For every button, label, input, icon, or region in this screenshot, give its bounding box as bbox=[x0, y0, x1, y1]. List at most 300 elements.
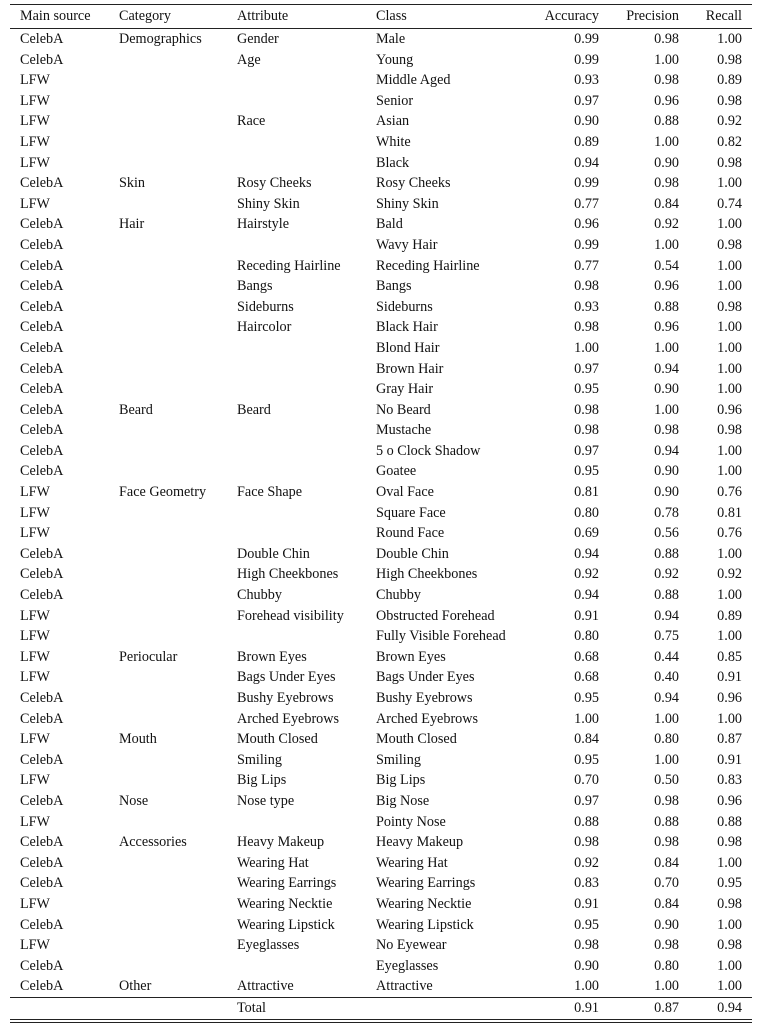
cell-recall: 1.00 bbox=[717, 278, 742, 295]
cell-attribute: Race bbox=[237, 113, 266, 130]
cell-attribute: Age bbox=[237, 51, 261, 68]
cell-attribute: Mouth Closed bbox=[237, 731, 318, 748]
cell-category bbox=[109, 359, 227, 380]
cell-attribute: Attractive bbox=[237, 978, 294, 995]
table-row bbox=[10, 111, 752, 132]
table-row bbox=[10, 441, 752, 462]
table-row bbox=[10, 832, 752, 853]
cell-recall: 0.98 bbox=[717, 236, 742, 253]
table-row bbox=[10, 400, 752, 421]
table-row bbox=[10, 503, 752, 524]
cell-class: Goatee bbox=[376, 463, 417, 480]
cell-recall: 1.00 bbox=[717, 257, 742, 274]
table-row bbox=[10, 729, 752, 750]
cell-attribute bbox=[227, 153, 366, 174]
header-class: Class bbox=[366, 5, 528, 29]
cell-accuracy: 0.93 bbox=[574, 298, 599, 315]
cell-accuracy: 0.98 bbox=[574, 278, 599, 295]
cell-category bbox=[109, 420, 227, 441]
cell-accuracy: 0.77 bbox=[574, 195, 599, 212]
cell-precision: 0.96 bbox=[654, 92, 679, 109]
cell-attribute: Double Chin bbox=[237, 545, 310, 562]
cell-category bbox=[109, 461, 227, 482]
cell-main-source: CelebA bbox=[20, 751, 64, 768]
cell-recall: 0.92 bbox=[717, 113, 742, 130]
cell-recall: 0.91 bbox=[717, 669, 742, 686]
cell-main-source: CelebA bbox=[20, 31, 64, 47]
table-row bbox=[10, 976, 752, 997]
cell-attribute: Wearing Lipstick bbox=[237, 916, 335, 933]
cell-attribute bbox=[227, 441, 366, 462]
cell-main-source: LFW bbox=[20, 92, 50, 109]
cell-class: Eyeglasses bbox=[376, 957, 439, 974]
cell-precision: 0.78 bbox=[654, 504, 679, 521]
cell-category bbox=[109, 667, 227, 688]
cell-main-source: CelebA bbox=[20, 710, 64, 727]
cell-precision: 0.98 bbox=[654, 31, 679, 47]
cell-category: Accessories bbox=[119, 834, 187, 851]
cell-recall: 0.98 bbox=[717, 298, 742, 315]
cell-attribute bbox=[227, 812, 366, 833]
header-recall: Recall bbox=[689, 5, 752, 29]
cell-class: Bags Under Eyes bbox=[376, 669, 475, 686]
cell-main-source: CelebA bbox=[20, 175, 64, 192]
cell-class: Asian bbox=[376, 113, 410, 130]
bottom-rule bbox=[10, 1022, 752, 1023]
cell-main-source: CelebA bbox=[20, 257, 64, 274]
cell-accuracy: 0.94 bbox=[574, 587, 599, 604]
cell-main-source: CelebA bbox=[20, 545, 64, 562]
cell-category bbox=[109, 256, 227, 277]
cell-category bbox=[109, 338, 227, 359]
cell-accuracy: 0.91 bbox=[574, 895, 599, 912]
cell-precision: 0.88 bbox=[654, 113, 679, 130]
cell-accuracy: 0.95 bbox=[574, 463, 599, 480]
cell-main-source: CelebA bbox=[20, 566, 64, 583]
cell-attribute bbox=[227, 956, 366, 977]
cell-category bbox=[109, 626, 227, 647]
cell-precision: 0.92 bbox=[654, 216, 679, 233]
cell-precision: 0.50 bbox=[654, 772, 679, 789]
cell-main-source: LFW bbox=[20, 195, 50, 212]
cell-attribute: Beard bbox=[237, 401, 271, 418]
cell-class: Fully Visible Forehead bbox=[376, 628, 506, 645]
cell-accuracy: 0.77 bbox=[574, 257, 599, 274]
cell-precision: 0.90 bbox=[654, 916, 679, 933]
cell-class: Rosy Cheeks bbox=[376, 175, 451, 192]
cell-attribute: Wearing Hat bbox=[237, 854, 309, 871]
cell-attribute: Bags Under Eyes bbox=[237, 669, 336, 686]
cell-category bbox=[109, 956, 227, 977]
table-row bbox=[10, 214, 752, 235]
cell-class: Wearing Necktie bbox=[376, 895, 472, 912]
cell-class: Big Lips bbox=[376, 772, 426, 789]
cell-accuracy: 0.80 bbox=[574, 628, 599, 645]
cell-accuracy: 0.96 bbox=[574, 216, 599, 233]
table-row bbox=[10, 379, 752, 400]
cell-precision: 0.92 bbox=[654, 566, 679, 583]
header-accuracy: Accuracy bbox=[528, 5, 609, 29]
cell-accuracy: 0.90 bbox=[574, 957, 599, 974]
cell-accuracy: 0.84 bbox=[574, 731, 599, 748]
cell-accuracy: 0.97 bbox=[574, 792, 599, 809]
cell-category bbox=[109, 688, 227, 709]
cell-category bbox=[109, 50, 227, 71]
table-row bbox=[10, 894, 752, 915]
cell-attribute bbox=[227, 523, 366, 544]
cell-class: White bbox=[376, 133, 411, 150]
cell-attribute: Gender bbox=[237, 31, 279, 47]
cell-accuracy: 0.99 bbox=[574, 236, 599, 253]
table-row bbox=[10, 688, 752, 709]
cell-recall: 0.96 bbox=[717, 401, 742, 418]
cell-recall: 0.89 bbox=[717, 72, 742, 89]
cell-category bbox=[109, 770, 227, 791]
table-row bbox=[10, 29, 752, 50]
cell-attribute bbox=[227, 461, 366, 482]
table-row bbox=[10, 873, 752, 894]
table-row bbox=[10, 523, 752, 544]
table-row bbox=[10, 482, 752, 503]
cell-accuracy: 0.98 bbox=[574, 937, 599, 954]
cell-category bbox=[109, 523, 227, 544]
cell-accuracy: 0.68 bbox=[574, 669, 599, 686]
cell-category bbox=[109, 709, 227, 730]
cell-precision: 0.84 bbox=[654, 195, 679, 212]
total-cell-empty-2 bbox=[109, 997, 227, 1019]
cell-recall: 0.98 bbox=[717, 895, 742, 912]
cell-precision: 0.98 bbox=[654, 422, 679, 439]
cell-attribute bbox=[227, 338, 366, 359]
cell-category: Other bbox=[119, 978, 152, 995]
cell-main-source: LFW bbox=[20, 484, 50, 501]
table-row bbox=[10, 667, 752, 688]
cell-main-source: LFW bbox=[20, 607, 50, 624]
cell-recall: 0.89 bbox=[717, 607, 742, 624]
cell-recall: 1.00 bbox=[717, 381, 742, 398]
cell-recall: 1.00 bbox=[717, 463, 742, 480]
cell-recall: 1.00 bbox=[717, 442, 742, 459]
cell-attribute: Nose type bbox=[237, 792, 295, 809]
table-row bbox=[10, 173, 752, 194]
cell-precision: 0.98 bbox=[654, 72, 679, 89]
header-category: Category bbox=[109, 5, 227, 29]
cell-attribute bbox=[227, 70, 366, 91]
cell-precision: 1.00 bbox=[654, 339, 679, 356]
cell-main-source: CelebA bbox=[20, 587, 64, 604]
cell-recall: 0.87 bbox=[717, 731, 742, 748]
total-precision: 0.87 bbox=[609, 997, 689, 1019]
cell-category bbox=[109, 750, 227, 771]
cell-class: Chubby bbox=[376, 587, 421, 604]
cell-main-source: CelebA bbox=[20, 401, 64, 418]
total-row bbox=[10, 997, 752, 1019]
cell-accuracy: 0.99 bbox=[574, 31, 599, 47]
cell-main-source: CelebA bbox=[20, 792, 64, 809]
table-row bbox=[10, 359, 752, 380]
results-table-container bbox=[10, 4, 752, 1023]
cell-recall: 1.00 bbox=[717, 175, 742, 192]
cell-accuracy: 0.97 bbox=[574, 442, 599, 459]
table-row bbox=[10, 853, 752, 874]
cell-main-source: LFW bbox=[20, 113, 50, 130]
header-precision: Precision bbox=[609, 5, 689, 29]
cell-recall: 1.00 bbox=[717, 360, 742, 377]
header-attribute: Attribute bbox=[227, 5, 366, 29]
table-row bbox=[10, 420, 752, 441]
cell-category: Mouth bbox=[119, 731, 157, 748]
cell-accuracy: 1.00 bbox=[574, 710, 599, 727]
table-body bbox=[10, 29, 752, 1020]
cell-recall: 0.91 bbox=[717, 751, 742, 768]
cell-accuracy: 0.95 bbox=[574, 690, 599, 706]
cell-recall: 0.98 bbox=[717, 834, 742, 851]
cell-accuracy: 0.93 bbox=[574, 72, 599, 89]
cell-accuracy: 0.98 bbox=[574, 319, 599, 336]
cell-precision: 0.94 bbox=[654, 360, 679, 377]
cell-attribute: Arched Eyebrows bbox=[237, 710, 340, 727]
cell-accuracy: 0.68 bbox=[574, 648, 599, 665]
cell-attribute: Wearing Earrings bbox=[237, 875, 337, 892]
cell-accuracy: 0.95 bbox=[574, 751, 599, 768]
cell-accuracy: 0.98 bbox=[574, 401, 599, 418]
attribute-results-table bbox=[10, 4, 752, 1020]
cell-recall: 0.98 bbox=[717, 92, 742, 109]
cell-main-source: CelebA bbox=[20, 916, 64, 933]
cell-accuracy: 0.90 bbox=[574, 113, 599, 130]
cell-recall: 0.98 bbox=[717, 937, 742, 954]
cell-class: Brown Hair bbox=[376, 360, 444, 377]
cell-main-source: CelebA bbox=[20, 834, 64, 851]
cell-attribute: Shiny Skin bbox=[237, 195, 300, 212]
table-row bbox=[10, 256, 752, 277]
cell-attribute bbox=[227, 91, 366, 112]
cell-class: Young bbox=[376, 51, 414, 68]
cell-precision: 0.88 bbox=[654, 587, 679, 604]
cell-recall: 0.83 bbox=[717, 772, 742, 789]
cell-main-source: CelebA bbox=[20, 978, 64, 995]
cell-class: Square Face bbox=[376, 504, 446, 521]
cell-recall: 1.00 bbox=[717, 916, 742, 933]
cell-precision: 0.80 bbox=[654, 731, 679, 748]
cell-category bbox=[109, 544, 227, 565]
cell-class: Mustache bbox=[376, 422, 432, 439]
total-cell-empty-1 bbox=[10, 997, 109, 1019]
cell-class: Brown Eyes bbox=[376, 648, 446, 665]
cell-precision: 0.88 bbox=[654, 545, 679, 562]
cell-precision: 0.84 bbox=[654, 854, 679, 871]
cell-recall: 1.00 bbox=[717, 545, 742, 562]
cell-attribute: Chubby bbox=[237, 587, 282, 604]
cell-main-source: LFW bbox=[20, 525, 50, 542]
table-row bbox=[10, 91, 752, 112]
cell-category: Beard bbox=[119, 401, 153, 418]
cell-main-source: CelebA bbox=[20, 854, 64, 871]
cell-precision: 0.88 bbox=[654, 298, 679, 315]
cell-main-source: LFW bbox=[20, 628, 50, 645]
cell-precision: 0.88 bbox=[654, 813, 679, 830]
cell-recall: 0.76 bbox=[717, 525, 742, 542]
cell-precision: 0.44 bbox=[654, 648, 679, 665]
cell-precision: 0.94 bbox=[654, 442, 679, 459]
cell-main-source: CelebA bbox=[20, 442, 64, 459]
cell-class: Round Face bbox=[376, 525, 445, 542]
cell-main-source: CelebA bbox=[20, 278, 64, 295]
cell-class: Mouth Closed bbox=[376, 731, 457, 748]
table-row bbox=[10, 194, 752, 215]
cell-main-source: LFW bbox=[20, 72, 50, 89]
cell-precision: 0.96 bbox=[654, 278, 679, 295]
cell-category bbox=[109, 317, 227, 338]
cell-main-source: LFW bbox=[20, 504, 50, 521]
cell-category bbox=[109, 111, 227, 132]
table-row bbox=[10, 338, 752, 359]
cell-accuracy: 0.69 bbox=[574, 525, 599, 542]
cell-class: Black bbox=[376, 154, 410, 171]
cell-attribute: Brown Eyes bbox=[237, 648, 307, 665]
table-row bbox=[10, 50, 752, 71]
cell-class: Wearing Hat bbox=[376, 854, 448, 871]
cell-accuracy: 0.97 bbox=[574, 360, 599, 377]
header-main-source: Main source bbox=[10, 5, 109, 29]
cell-precision: 0.90 bbox=[654, 463, 679, 480]
cell-attribute bbox=[227, 235, 366, 256]
cell-class: Shiny Skin bbox=[376, 195, 439, 212]
cell-precision: 0.90 bbox=[654, 154, 679, 171]
cell-recall: 0.98 bbox=[717, 51, 742, 68]
cell-attribute: Receding Hairline bbox=[237, 257, 341, 274]
total-label: Total bbox=[227, 997, 366, 1019]
cell-class: 5 o Clock Shadow bbox=[376, 442, 481, 459]
cell-main-source: LFW bbox=[20, 813, 50, 830]
cell-main-source: LFW bbox=[20, 648, 50, 665]
cell-attribute: Hairstyle bbox=[237, 216, 290, 233]
table-row bbox=[10, 276, 752, 297]
cell-class: High Cheekbones bbox=[376, 566, 478, 583]
cell-recall: 1.00 bbox=[717, 319, 742, 336]
cell-category bbox=[109, 297, 227, 318]
cell-class: Sideburns bbox=[376, 298, 433, 315]
cell-class: Smiling bbox=[376, 751, 421, 768]
cell-precision: 0.94 bbox=[654, 690, 679, 706]
cell-class: Senior bbox=[376, 92, 414, 109]
cell-class: Bushy Eyebrows bbox=[376, 690, 473, 706]
cell-category bbox=[109, 935, 227, 956]
cell-accuracy: 0.97 bbox=[574, 92, 599, 109]
cell-category bbox=[109, 276, 227, 297]
cell-precision: 0.94 bbox=[654, 607, 679, 624]
cell-precision: 0.54 bbox=[654, 257, 679, 274]
cell-class: Heavy Makeup bbox=[376, 834, 464, 851]
cell-accuracy: 0.70 bbox=[574, 772, 599, 789]
cell-accuracy: 1.00 bbox=[574, 978, 599, 995]
cell-attribute: Bushy Eyebrows bbox=[237, 690, 334, 706]
total-accuracy: 0.91 bbox=[528, 997, 609, 1019]
cell-category bbox=[109, 132, 227, 153]
cell-category: Periocular bbox=[119, 648, 178, 665]
table-row bbox=[10, 544, 752, 565]
table-row bbox=[10, 770, 752, 791]
cell-recall: 0.92 bbox=[717, 566, 742, 583]
cell-class: Black Hair bbox=[376, 319, 438, 336]
table-row bbox=[10, 935, 752, 956]
cell-class: Big Nose bbox=[376, 792, 430, 809]
cell-precision: 1.00 bbox=[654, 710, 679, 727]
cell-attribute bbox=[227, 503, 366, 524]
cell-attribute: Bangs bbox=[237, 278, 273, 295]
cell-class: No Eyewear bbox=[376, 937, 447, 954]
cell-accuracy: 0.80 bbox=[574, 504, 599, 521]
table-row bbox=[10, 153, 752, 174]
cell-category bbox=[109, 585, 227, 606]
cell-attribute: Heavy Makeup bbox=[237, 834, 325, 851]
cell-category: Skin bbox=[119, 175, 146, 192]
cell-precision: 0.90 bbox=[654, 484, 679, 501]
cell-class: Obstructed Forehead bbox=[376, 607, 495, 624]
cell-category bbox=[109, 873, 227, 894]
table-row bbox=[10, 956, 752, 977]
cell-category bbox=[109, 91, 227, 112]
cell-precision: 0.84 bbox=[654, 895, 679, 912]
table-row bbox=[10, 132, 752, 153]
cell-main-source: LFW bbox=[20, 154, 50, 171]
table-header-row bbox=[10, 5, 752, 29]
cell-recall: 1.00 bbox=[717, 628, 742, 645]
cell-category bbox=[109, 853, 227, 874]
cell-class: Male bbox=[376, 31, 406, 47]
cell-main-source: CelebA bbox=[20, 957, 64, 974]
cell-precision: 1.00 bbox=[654, 751, 679, 768]
cell-attribute: Big Lips bbox=[237, 772, 287, 789]
cell-category bbox=[109, 441, 227, 462]
table-row bbox=[10, 461, 752, 482]
cell-recall: 0.85 bbox=[717, 648, 742, 665]
cell-class: Bangs bbox=[376, 278, 412, 295]
cell-recall: 0.95 bbox=[717, 875, 742, 892]
cell-attribute bbox=[227, 359, 366, 380]
cell-class: Blond Hair bbox=[376, 339, 440, 356]
cell-accuracy: 0.83 bbox=[574, 875, 599, 892]
cell-category bbox=[109, 894, 227, 915]
cell-category: Demographics bbox=[119, 31, 202, 47]
cell-recall: 1.00 bbox=[717, 339, 742, 356]
table-row bbox=[10, 564, 752, 585]
cell-accuracy: 0.81 bbox=[574, 484, 599, 501]
cell-class: Attractive bbox=[376, 978, 433, 995]
table-row bbox=[10, 317, 752, 338]
cell-main-source: CelebA bbox=[20, 422, 64, 439]
table-row bbox=[10, 812, 752, 833]
cell-category bbox=[109, 70, 227, 91]
cell-accuracy: 0.99 bbox=[574, 51, 599, 68]
cell-class: Double Chin bbox=[376, 545, 449, 562]
cell-accuracy: 0.95 bbox=[574, 916, 599, 933]
cell-accuracy: 0.94 bbox=[574, 154, 599, 171]
cell-accuracy: 0.94 bbox=[574, 545, 599, 562]
cell-precision: 1.00 bbox=[654, 401, 679, 418]
table-row bbox=[10, 235, 752, 256]
cell-main-source: CelebA bbox=[20, 319, 64, 336]
cell-main-source: CelebA bbox=[20, 875, 64, 892]
cell-main-source: LFW bbox=[20, 133, 50, 150]
cell-main-source: CelebA bbox=[20, 339, 64, 356]
cell-main-source: CelebA bbox=[20, 381, 64, 398]
cell-accuracy: 0.99 bbox=[574, 175, 599, 192]
cell-class: Middle Aged bbox=[376, 72, 451, 89]
cell-recall: 1.00 bbox=[717, 587, 742, 604]
cell-accuracy: 0.95 bbox=[574, 381, 599, 398]
cell-recall: 0.98 bbox=[717, 154, 742, 171]
